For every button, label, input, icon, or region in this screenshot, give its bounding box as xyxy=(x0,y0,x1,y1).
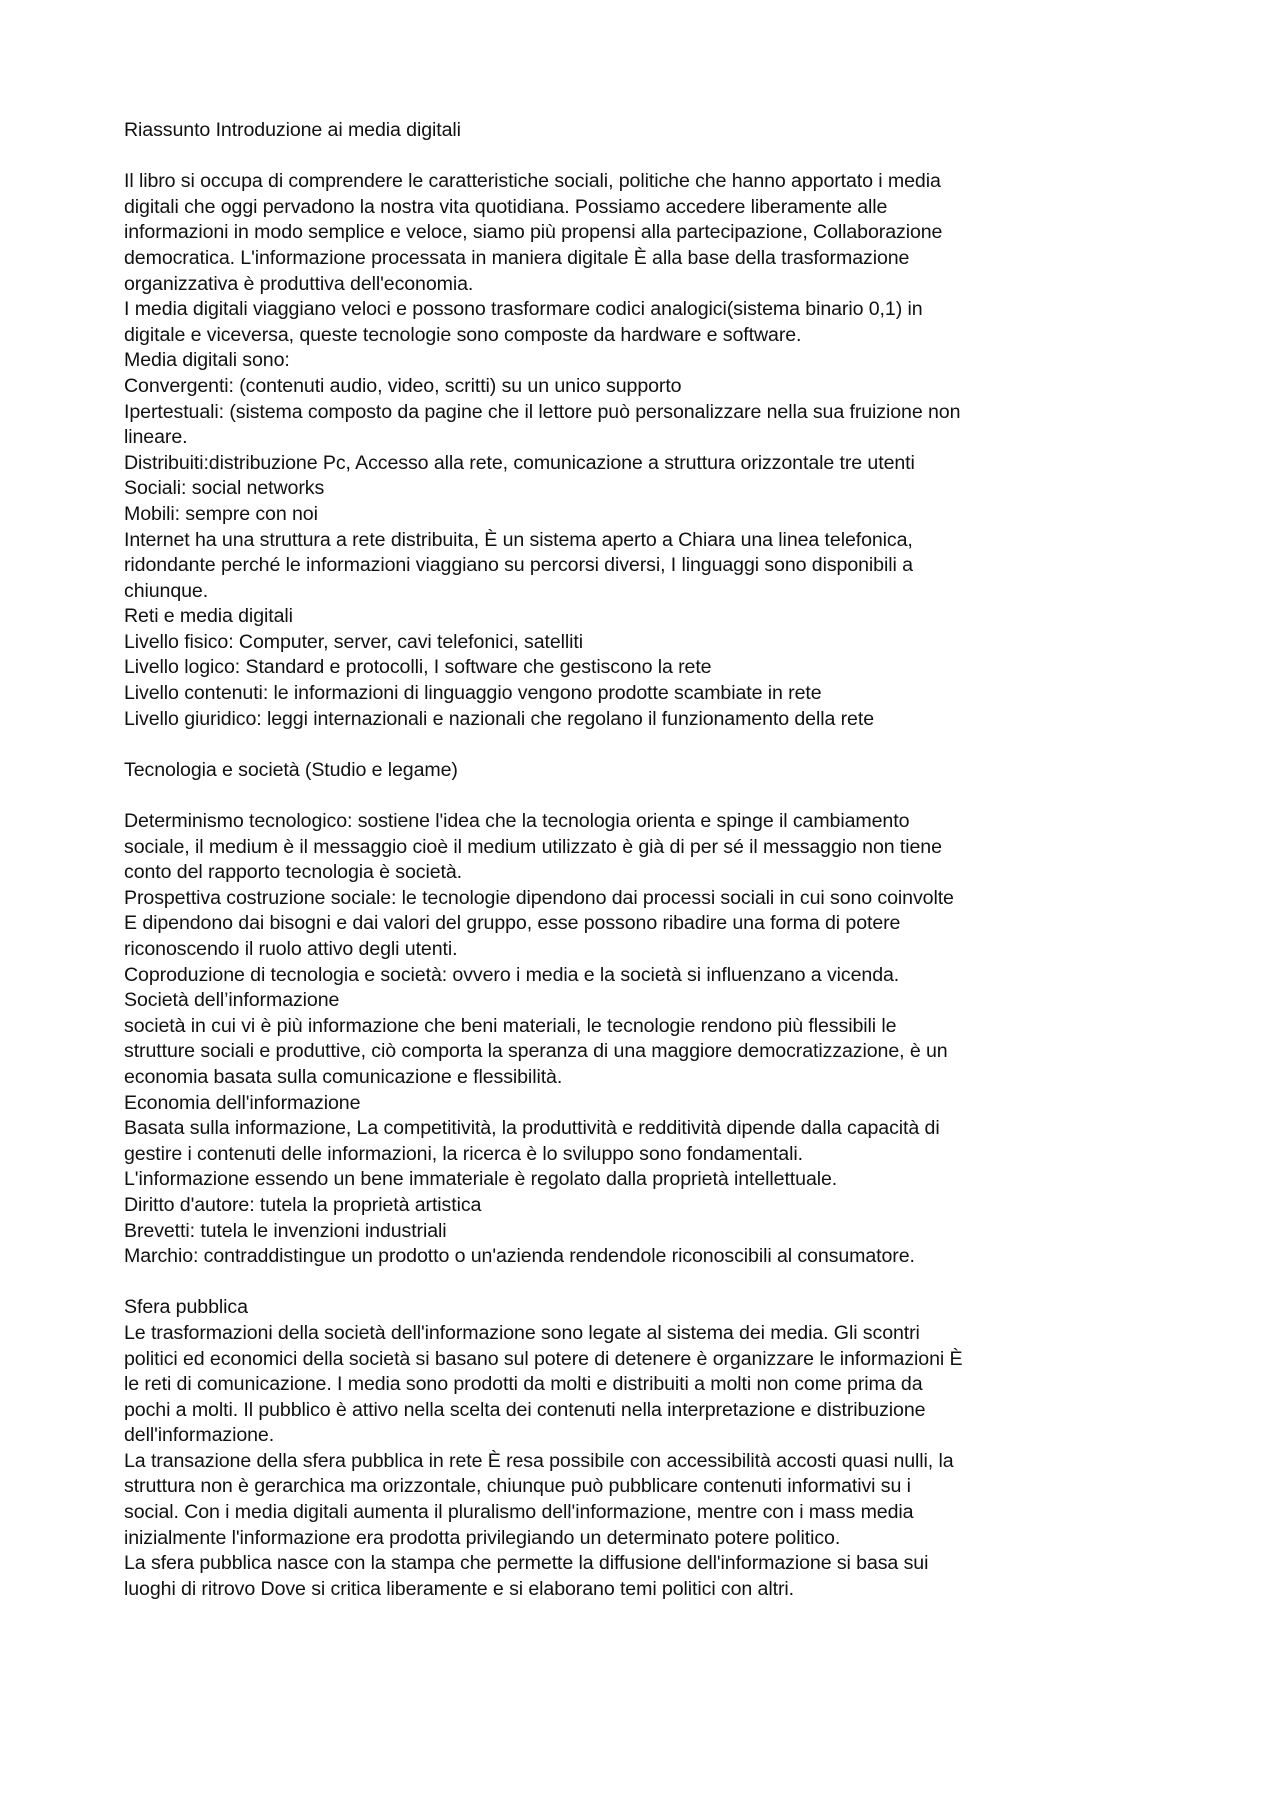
text-line: gestire i contenuti delle informazioni, la ricerca è lo sviluppo sono fondamentali. xyxy=(124,1142,803,1165)
text-line: Brevetti: tutela le invenzioni industriali xyxy=(124,1219,447,1242)
spacer xyxy=(124,783,1174,809)
text-line: digitale e viceversa, queste tecnologie sono composte da hardware e software. xyxy=(124,323,802,346)
text-line: Economia dell'informazione xyxy=(124,1091,361,1114)
text-line: inizialmente l'informazione era prodotta privilegiando un determinato potere politico. xyxy=(124,1526,841,1549)
text-line: Società dell’informazione xyxy=(124,989,340,1012)
text-line: società in cui vi è più informazione che beni materiali, le tecnologie rendono più flessibili le xyxy=(124,1014,897,1037)
text-line: organizzativa è produttiva dell'economia. xyxy=(124,272,474,295)
text-line: Media digitali sono: xyxy=(124,349,290,372)
text-line: riconoscendo il ruolo attivo degli utenti. xyxy=(124,938,458,960)
text-line: luoghi di ritrovo Dove si critica liberamente e si elaborano temi politici con altri. xyxy=(124,1577,794,1600)
text-line: Livello contenuti: le informazioni di linguaggio vengono prodotte scambiate in rete xyxy=(124,682,822,705)
text-line: ridondante perché le informazioni viaggiano su percorsi diversi, I linguaggi sono disponibili a xyxy=(124,554,913,577)
text-line: Basata sulla informazione, La competitività, la produttività e redditività dipende dalla capacità di xyxy=(124,1117,940,1140)
text-line: Coproduzione di tecnologia e società: ovvero i media e la società si influenzano a vicenda. xyxy=(124,963,900,986)
text-line: sociale, il medium è il messaggio cioè il medium utilizzato è già di per sé il messaggio non tiene xyxy=(124,835,942,858)
text-line: Diritto d'autore: tutela la proprietà artistica xyxy=(124,1193,482,1216)
text-line: Convergenti: (contenuti audio, video, scritti) su un unico supporto xyxy=(124,374,682,397)
text-line: L'informazione essendo un bene immateriale è regolato dalla proprietà intellettuale. xyxy=(124,1168,838,1191)
text-line: Mobili: sempre con noi xyxy=(124,502,318,525)
text-line: economia basata sulla comunicazione e flessibilità. xyxy=(124,1065,563,1088)
section-heading-tecnologia: Tecnologia e società (Studio e legame) xyxy=(124,758,458,781)
text-line: Distribuiti:distribuzione Pc, Accesso alla rete, comunicazione a struttura orizzontale tre utenti xyxy=(124,451,915,474)
text-line: Marchio: contraddistingue un prodotto o un'azienda rendendole riconoscibili al consumatore. xyxy=(124,1245,915,1268)
text-line: dell'informazione. xyxy=(124,1424,275,1447)
text-line: Ipertestuali: (sistema composto da pagine che il lettore può personalizzare nella sua fruizione non xyxy=(124,400,961,423)
text-line: Sociali: social networks xyxy=(124,477,325,500)
section-tecnologia xyxy=(124,809,1174,1270)
section-introduction xyxy=(124,169,1174,732)
text-line: Livello fisico: Computer, server, cavi telefonici, satelliti xyxy=(124,630,583,653)
text-line: La sfera pubblica nasce con la stampa che permette la diffusione dell'informazione si basa sui xyxy=(124,1552,929,1575)
text-line: le reti di comunicazione. I media sono prodotti da molti e distribuiti a molti non come prima da xyxy=(124,1373,923,1396)
text-line: E dipendono dai bisogni e dai valori del gruppo, esse possono ribadire una forma di potere xyxy=(124,912,901,935)
section-heading-sfera-pubblica: Sfera pubblica xyxy=(124,1296,248,1319)
spacer xyxy=(124,1270,1174,1296)
text-line: Livello giuridico: leggi internazionali e nazionali che regolano il funzionamento della rete xyxy=(124,707,874,730)
text-line: social. Con i media digitali aumenta il pluralismo dell'informazione, mentre con i mass media xyxy=(124,1501,914,1524)
text-line: chiunque. xyxy=(124,579,209,602)
text-line: democratica. L'informazione processata in maniera digitale È alla base della trasformazione xyxy=(124,246,910,269)
text-line: pochi a molti. Il pubblico è attivo nella scelta dei contenuti nella interpretazione e distribuzione xyxy=(124,1398,926,1421)
text-line: Livello logico: Standard e protocolli, I software che gestiscono la rete xyxy=(124,656,712,679)
section-sfera-pubblica xyxy=(124,1321,1174,1603)
text-line: conto del rapporto tecnologia è società. xyxy=(124,861,463,884)
text-line: Il libro si occupa di comprendere le caratteristiche sociali, politiche che hanno apportato i media xyxy=(124,170,941,193)
text-line: informazioni in modo semplice e veloce, siamo più propensi alla partecipazione, Collaborazione xyxy=(124,221,943,244)
text-line: struttura non è gerarchica ma orizzontale, chiunque può pubblicare contenuti informativi su i xyxy=(124,1475,911,1498)
spacer xyxy=(124,732,1174,758)
text-line: Le trasformazioni della società dell'informazione sono legate al sistema dei media. Gli scontri xyxy=(124,1321,920,1344)
text-line: strutture sociali e produttive, ciò comporta la speranza di una maggiore democratizzazione, è un xyxy=(124,1040,948,1063)
spacer xyxy=(124,144,1174,170)
text-line: Determinismo tecnologico: sostiene l'idea che la tecnologia orienta e spinge il cambiamento xyxy=(124,810,910,833)
document-title: Riassunto Introduzione ai media digitali xyxy=(124,119,461,141)
text-line: digitali che oggi pervadono la nostra vita quotidiana. Possiamo accedere liberamente alle xyxy=(124,195,888,218)
text-line: politici ed economici della società si basano sul potere di detenere è organizzare le informazioni È xyxy=(124,1347,963,1370)
text-line: Reti e media digitali xyxy=(124,605,293,628)
text-line: Internet ha una struttura a rete distribuita, È un sistema aperto a Chiara una linea telefonica, xyxy=(124,528,913,551)
text-line: La transazione della sfera pubblica in rete È resa possibile con accessibilità accosti quasi nulli, la xyxy=(124,1449,954,1472)
text-line: Prospettiva costruzione sociale: le tecnologie dipendono dai processi sociali in cui sono coinvolte xyxy=(124,886,954,909)
text-line: I media digitali viaggiano veloci e possono trasformare codici analogici(sistema binario 0,1) in xyxy=(124,298,923,321)
text-line: lineare. xyxy=(124,426,188,449)
document-body xyxy=(124,118,1174,1602)
